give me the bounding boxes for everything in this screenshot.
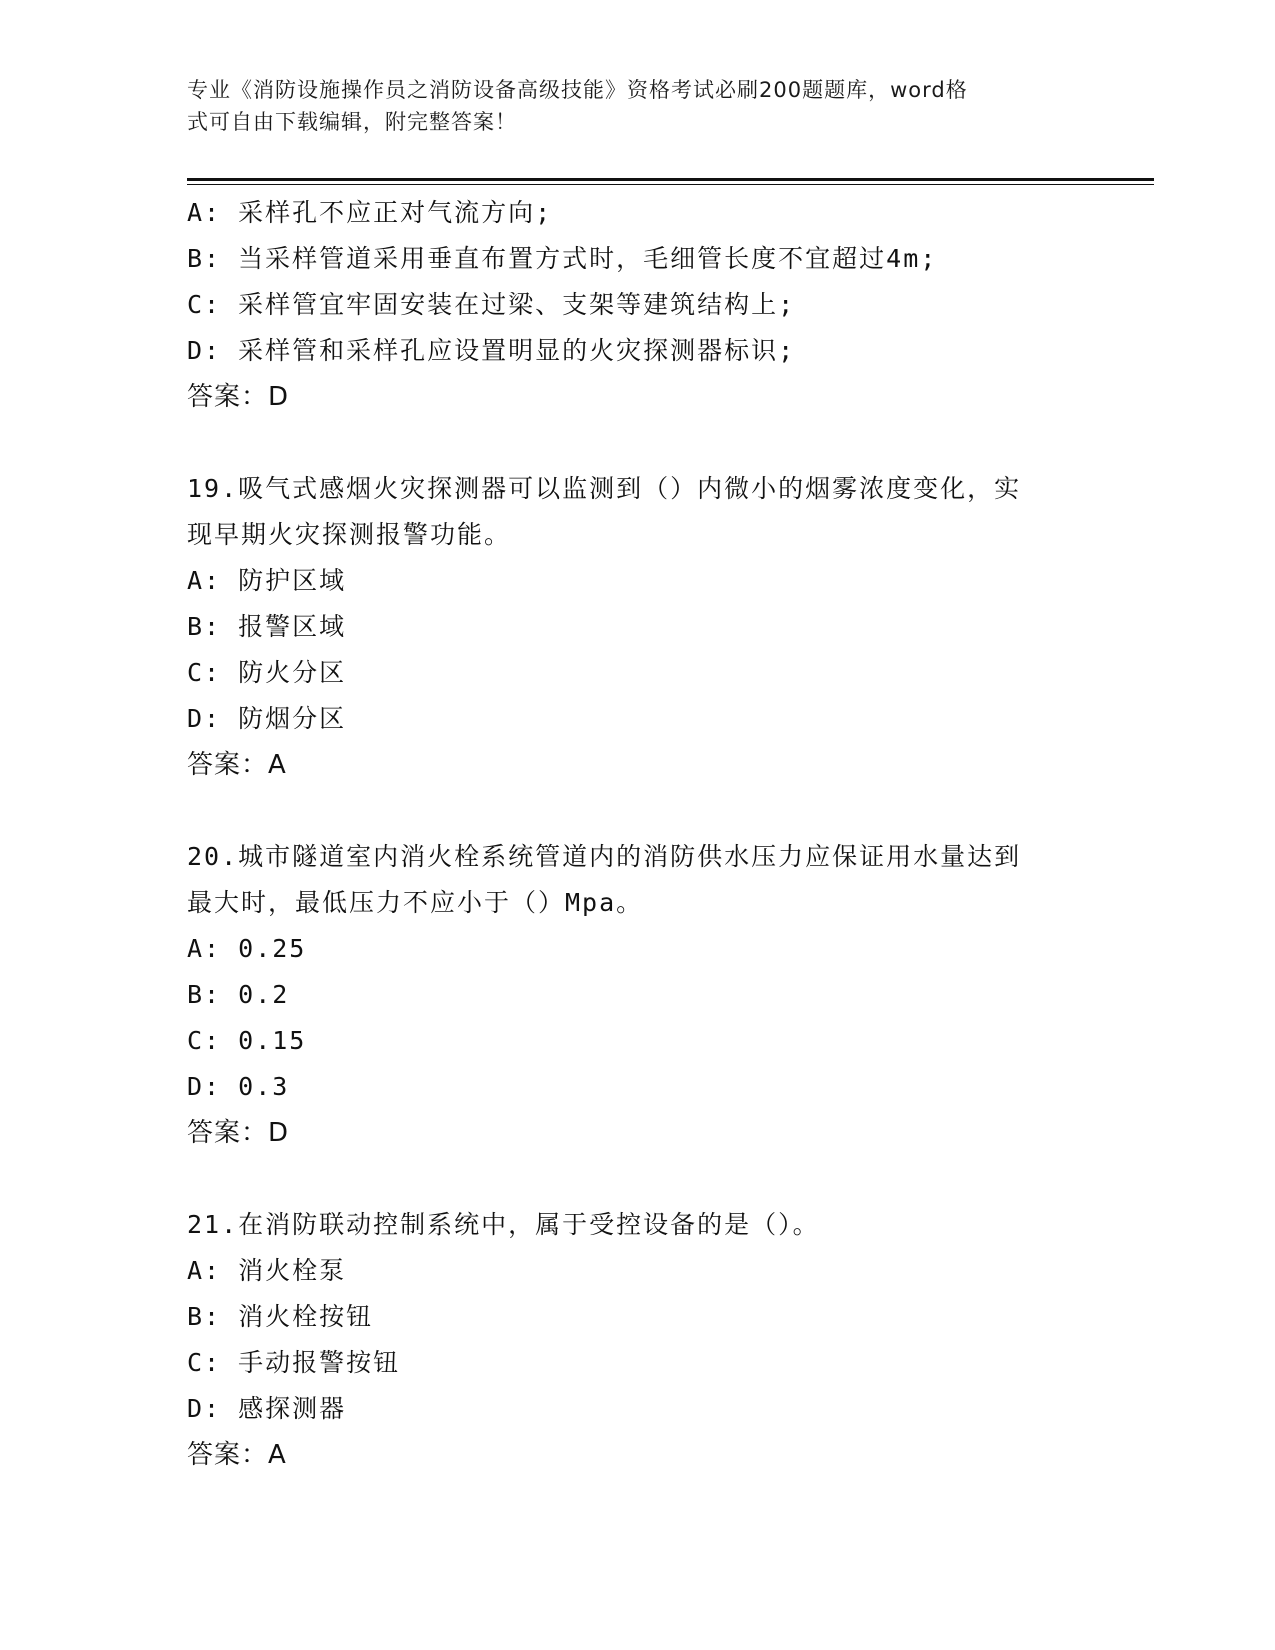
question-21 <box>187 1202 1087 1478</box>
option-d: D: 0.3 <box>187 1072 290 1101</box>
option-c: C: 防火分区 <box>187 658 347 687</box>
option-b: B: 报警区域 <box>187 612 347 641</box>
option-b: B: 当采样管道采用垂直布置方式时，毛细管长度不宜超过4m; <box>187 244 938 273</box>
header-line-2: 式可自由下载编辑，附完整答案！ <box>187 110 517 134</box>
option-b: B: 消火栓按钮 <box>187 1302 374 1331</box>
question-stem-line-2: 现早期火灾探测报警功能。 <box>187 520 512 549</box>
option-c: C: 采样管宜牢固安装在过梁、支架等建筑结构上; <box>187 290 796 319</box>
header-rule-thick <box>187 178 1154 181</box>
option-a: A: 防护区域 <box>187 566 347 595</box>
option-d: D: 防烟分区 <box>187 704 347 733</box>
question-stem-line-1: 21.在消防联动控制系统中，属于受控设备的是（）。 <box>187 1210 820 1239</box>
header-rule-thin <box>187 184 1154 185</box>
option-d: D: 采样管和采样孔应设置明显的火灾探测器标识; <box>187 336 796 365</box>
document-header <box>187 74 1077 138</box>
option-c: C: 手动报警按钮 <box>187 1348 401 1377</box>
answer: 答案：A <box>187 750 287 780</box>
spacer <box>187 420 1087 466</box>
question-20 <box>187 834 1087 1156</box>
spacer <box>187 788 1087 834</box>
question-18 <box>187 190 1087 420</box>
question-stem-line-1: 20.城市隧道室内消火栓系统管道内的消防供水压力应保证用水量达到 <box>187 842 1022 871</box>
option-b: B: 0.2 <box>187 980 290 1009</box>
answer: 答案：A <box>187 1440 287 1470</box>
question-list <box>187 190 1087 1478</box>
header-line-1: 专业《消防设施操作员之消防设备高级技能》资格考试必刷200题题库，word格 <box>187 78 968 102</box>
option-a: A: 消火栓泵 <box>187 1256 347 1285</box>
option-a: A: 采样孔不应正对气流方向; <box>187 198 553 227</box>
question-stem-line-1: 19.吸气式感烟火灾探测器可以监测到（）内微小的烟雾浓度变化，实 <box>187 474 1022 503</box>
answer: 答案：D <box>187 1118 290 1148</box>
question-stem-line-2: 最大时，最低压力不应小于（）Mpa。 <box>187 888 644 917</box>
option-a: A: 0.25 <box>187 934 307 963</box>
question-19 <box>187 466 1087 788</box>
option-d: D: 感探测器 <box>187 1394 347 1423</box>
answer: 答案：D <box>187 382 290 412</box>
option-c: C: 0.15 <box>187 1026 307 1055</box>
spacer <box>187 1156 1087 1202</box>
